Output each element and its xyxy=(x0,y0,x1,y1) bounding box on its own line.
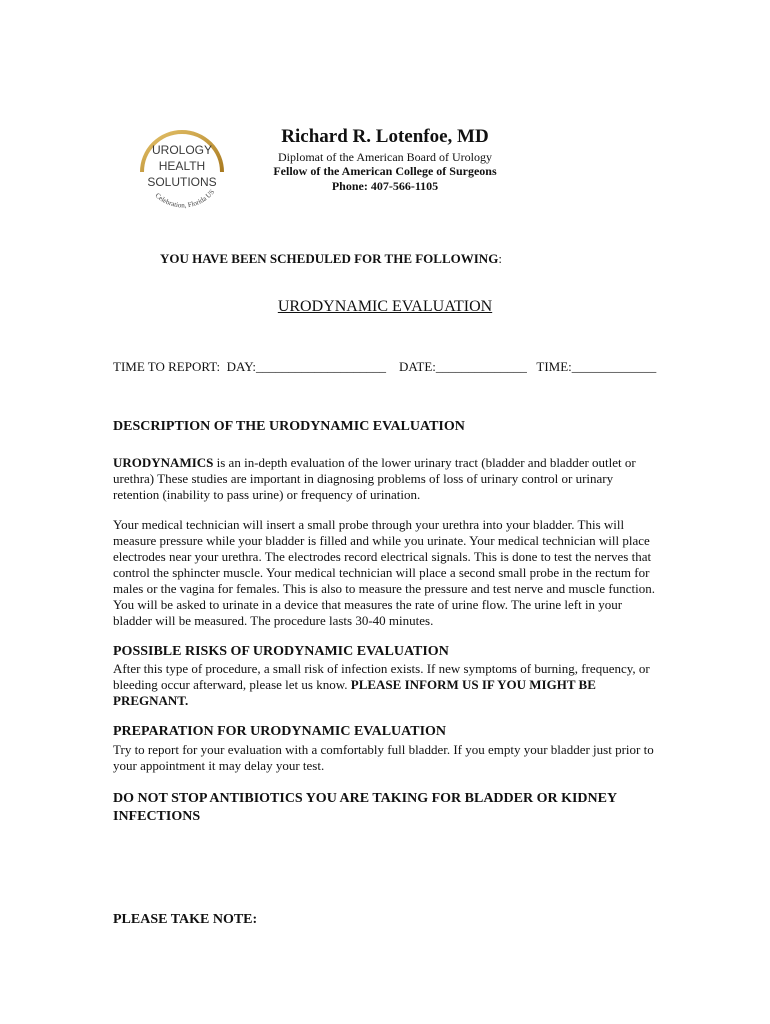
pregnancy-notice: PLEASE INFORM US IF YOU MIGHT BE PREGNANT. xyxy=(113,677,596,708)
logo-line2: HEALTH xyxy=(158,159,206,173)
preparation-heading: PREPARATION FOR URODYNAMIC EVALUATION xyxy=(113,724,447,739)
risks-heading: POSSIBLE RISKS OF URODYNAMIC EVALUATION xyxy=(113,644,449,659)
scheduled-text: YOU HAVE BEEN SCHEDULED FOR THE FOLLOWING xyxy=(160,251,499,266)
scheduled-colon: : xyxy=(498,251,502,266)
time-to-report-fields[interactable]: TIME TO REPORT: DAY:____________________ DATE:______________ TIME:_____________ xyxy=(113,359,657,374)
phone-number: Phone: 407-566-1105 xyxy=(331,179,439,193)
description-p1-text: is an in-depth evaluation of the lower urinary tract (bladder and bladder outlet or urethra) These studies are important in diagnosing problems of loss of urinary control or urinary retention (inability to pass urine) or frequency of urination. xyxy=(113,455,636,502)
logo-arc-text: Celebration, Florida US xyxy=(153,188,217,210)
preparation-paragraph: Try to report for your evaluation with a comfortably full bladder. If you empty your bladder just prior to your appointment it may delay your test. xyxy=(113,742,654,773)
risks-paragraph xyxy=(113,661,661,709)
logo-line1: UROLOGY xyxy=(151,143,213,157)
doctor-name: Richard R. Lotenfoe, MD xyxy=(281,126,489,147)
evaluation-title: URODYNAMIC EVALUATION xyxy=(277,298,493,315)
board-certification: Diplomat of the American Board of Urology xyxy=(278,150,492,164)
risks-text: After this type of procedure, a small risk of infection exists. If new symptoms of burning, frequency, or bleeding occur afterward, please let us know. xyxy=(113,661,650,692)
description-paragraph-2: Your medical technician will insert a small probe through your urethra into your bladder. This will measure pressure while your bladder is filled and while you urinate. Your medical technician will place electrodes near your urethra. The electrodes record electrical signals. This is done to test the nerves that control the sphincter muscle. Your medical technician will place a second small probe in the rectum for males or the vagina for females. This is also to measure the pressure and test nerve and muscle function. You will be asked to urinate in a device that measures the rate of urine flow. The urine left in your bladder will be measured. The procedure lasts 30-40 minutes. xyxy=(113,517,655,628)
practice-logo xyxy=(132,120,232,220)
scheduled-notice xyxy=(160,251,502,267)
college-fellowship: Fellow of the American College of Surgeons xyxy=(273,164,497,178)
description-paragraph-1 xyxy=(113,455,661,503)
antibiotics-warning: DO NOT STOP ANTIBIOTICS YOU ARE TAKING FOR BLADDER OR KIDNEY INFECTIONS xyxy=(113,791,617,824)
description-heading: DESCRIPTION OF THE URODYNAMIC EVALUATION xyxy=(113,419,465,434)
urodynamics-term: URODYNAMICS xyxy=(113,455,214,470)
logo-line3: SOLUTIONS xyxy=(147,175,217,189)
please-take-note-heading: PLEASE TAKE NOTE: xyxy=(113,912,258,927)
